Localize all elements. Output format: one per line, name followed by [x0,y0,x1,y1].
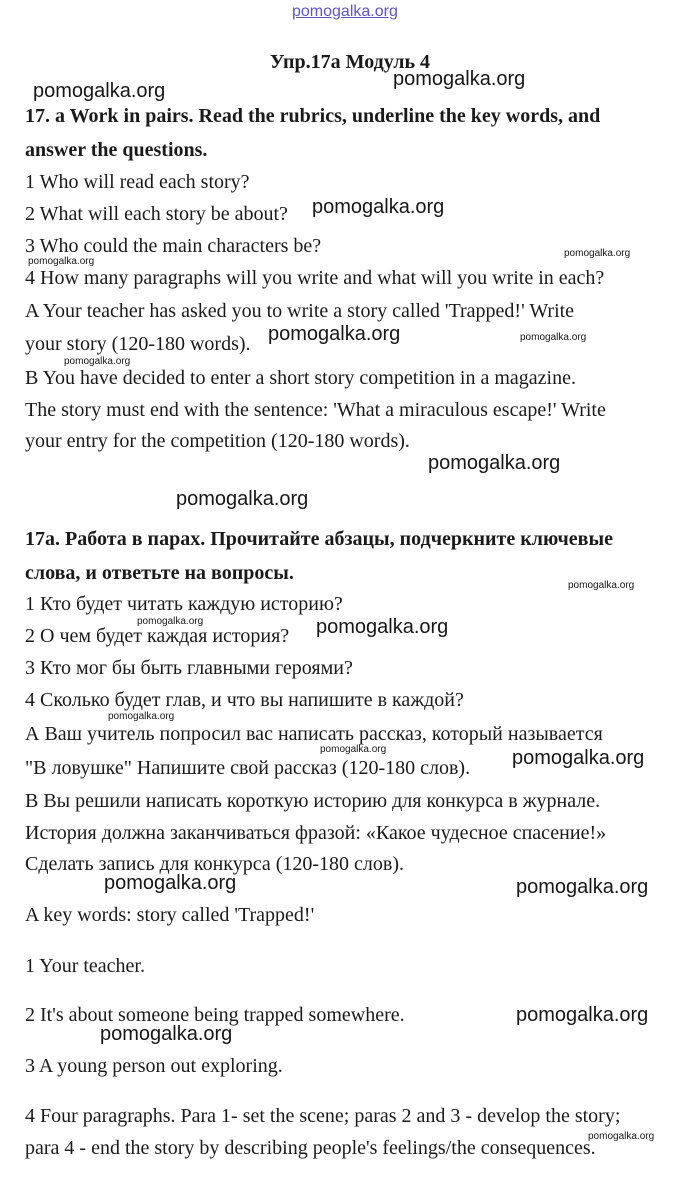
watermark: pomogalka.org [316,616,449,638]
watermark: pomogalka.org [520,332,587,343]
rubric-b-en-line2: The story must end with the sentence: 'What a miraculous escape!' Write [25,399,606,421]
watermark: pomogalka.org [312,196,445,218]
watermark: pomogalka.org [176,488,309,510]
question-en-4: 4 How many paragraphs will you write and what will you write in each? [25,267,605,289]
page-title: Упр.17а Модуль 4 [269,51,431,73]
watermark: pomogalka.org [320,744,387,755]
question-ru-2: 2 О чем будет каждая история? [25,625,290,647]
top-site-link[interactable]: pomogalka.org [292,3,398,20]
question-ru-3: 3 Кто мог бы быть главными героями? [25,657,353,679]
question-ru-4: 4 Сколько будет глав, и что вы напишите в каждой? [25,689,464,711]
answer-4-line1: 4 Four paragraphs. Para 1- set the scene; paras 2 and 3 - develop the story; [25,1105,621,1127]
rubric-a-ru-line2: "В ловушке" Напишите свой рассказ (120-180 слов). [25,757,471,779]
watermark: pomogalka.org [137,616,204,627]
watermark: pomogalka.org [104,872,237,894]
answer-4-line2: para 4 - end the story by describing people's feelings/the consequences. [25,1137,596,1159]
watermark: pomogalka.org [33,80,166,102]
rubric-a-en-line2: your story (120-180 words). [25,333,251,355]
task-heading-en-line1: 17. a Work in pairs. Read the rubrics, underline the key words, and [25,105,601,127]
watermark: pomogalka.org [393,68,526,90]
watermark: pomogalka.org [100,1023,233,1045]
rubric-b-ru-line1: В Вы решили написать короткую историю для конкурса в журнале. [25,790,601,812]
answer-1: 1 Your teacher. [25,955,145,977]
rubric-b-ru-line3: Сделать запись для конкурса (120-180 слов). [25,853,404,875]
rubric-a-ru-line1: А Ваш учитель попросил вас написать рассказ, который называется [25,723,603,745]
task-heading-ru-line2: слова, и ответьте на вопросы. [25,562,294,584]
rubric-a-en-line1: A Your teacher has asked you to write a story called 'Trapped!' Write [25,300,575,322]
watermark: pomogalka.org [588,1131,655,1142]
answer-key-words: A key words: story called 'Trapped!' [25,904,315,926]
watermark: pomogalka.org [568,580,635,591]
rubric-b-ru-line2: История должна заканчиваться фразой: «Какое чудесное спасение!» [25,822,607,844]
task-heading-en-line2: answer the questions. [25,139,208,161]
question-en-1: 1 Who will read each story? [25,171,250,193]
watermark: pomogalka.org [428,452,561,474]
watermark: pomogalka.org [64,356,131,367]
watermark: pomogalka.org [268,323,401,345]
question-en-3: 3 Who could the main characters be? [25,235,322,257]
watermark: pomogalka.org [516,1004,649,1026]
question-ru-1: 1 Кто будет читать каждую историю? [25,593,343,615]
rubric-b-en-line3: your entry for the competition (120-180 words). [25,430,410,452]
watermark: pomogalka.org [564,248,631,259]
watermark: pomogalka.org [28,256,95,267]
watermark: pomogalka.org [516,876,649,898]
task-heading-ru-line1: 17a. Работа в парах. Прочитайте абзацы, подчеркните ключевые [25,528,613,550]
rubric-b-en-line1: B You have decided to enter a short story competition in a magazine. [25,367,576,389]
answer-3: 3 A young person out exploring. [25,1055,283,1077]
answer-2: 2 It's about someone being trapped somewhere. [25,1004,405,1026]
question-en-2: 2 What will each story be about? [25,203,288,225]
watermark: pomogalka.org [108,711,175,722]
watermark: pomogalka.org [512,747,645,769]
